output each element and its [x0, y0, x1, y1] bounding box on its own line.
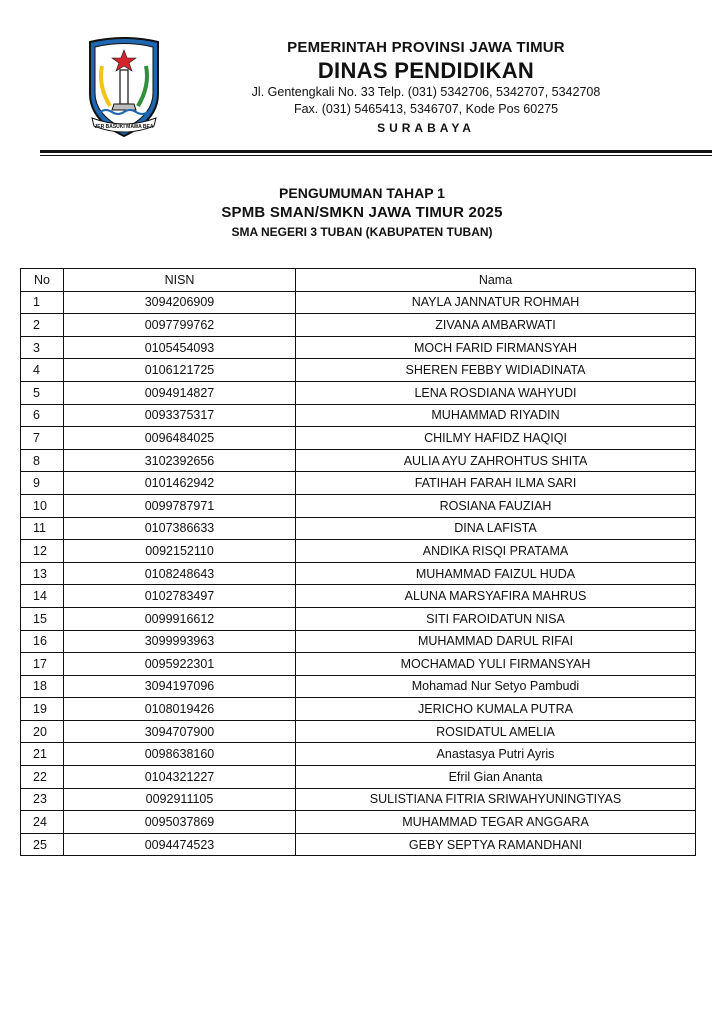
row-name: ROSIANA FAUZIAH — [296, 494, 696, 517]
row-name: GEBY SEPTYA RAMANDHANI — [296, 833, 696, 856]
row-name: Anastasya Putri Ayris — [296, 743, 696, 766]
row-name: MUHAMMAD FAIZUL HUDA — [296, 562, 696, 585]
header-no: No — [21, 269, 64, 292]
row-nisn: 0096484025 — [64, 427, 296, 450]
row-number: 9 — [21, 472, 64, 495]
city-name: SURABAYA — [377, 121, 475, 135]
row-name: MUHAMMAD DARUL RIFAI — [296, 630, 696, 653]
row-name: SHEREN FEBBY WIDIADINATA — [296, 359, 696, 382]
letterhead-divider-thin — [40, 155, 712, 156]
row-number: 15 — [21, 607, 64, 630]
row-name: Mohamad Nur Setyo Pambudi — [296, 675, 696, 698]
table-row — [21, 540, 696, 563]
row-nisn: 0104321227 — [64, 766, 296, 789]
row-nisn: 3094197096 — [64, 675, 296, 698]
student-table — [20, 268, 696, 856]
table-row — [21, 630, 696, 653]
row-name: LENA ROSDIANA WAHYUDI — [296, 381, 696, 404]
row-number: 16 — [21, 630, 64, 653]
letterhead — [176, 38, 676, 137]
row-nisn: 0108019426 — [64, 698, 296, 721]
row-number: 14 — [21, 585, 64, 608]
row-nisn: 0092152110 — [64, 540, 296, 563]
row-nisn: 0099787971 — [64, 494, 296, 517]
row-number: 25 — [21, 833, 64, 856]
row-nisn: 0106121725 — [64, 359, 296, 382]
address-line-2: Fax. (031) 5465413, 5346707, Kode Pos 60275 — [293, 102, 559, 116]
government-name: PEMERINTAH PROVINSI JAWA TIMUR — [287, 39, 565, 56]
row-nisn: 0099916612 — [64, 607, 296, 630]
table-row — [21, 788, 696, 811]
letterhead-divider-thick — [40, 150, 712, 153]
row-number: 20 — [21, 720, 64, 743]
row-nisn: 0092911105 — [64, 788, 296, 811]
table-row — [21, 449, 696, 472]
table-row — [21, 494, 696, 517]
row-nisn: 0095922301 — [64, 653, 296, 676]
table-row — [21, 833, 696, 856]
row-nisn: 0102783497 — [64, 585, 296, 608]
table-row — [21, 404, 696, 427]
row-nisn: 0093375317 — [64, 404, 296, 427]
row-number: 8 — [21, 449, 64, 472]
table-row — [21, 811, 696, 834]
row-name: MUHAMMAD TEGAR ANGGARA — [296, 811, 696, 834]
row-number: 4 — [21, 359, 64, 382]
row-name: SULISTIANA FITRIA SRIWAHYUNINGTIYAS — [296, 788, 696, 811]
row-nisn: 0101462942 — [64, 472, 296, 495]
row-number: 2 — [21, 314, 64, 337]
row-name: JERICHO KUMALA PUTRA — [296, 698, 696, 721]
row-number: 3 — [21, 336, 64, 359]
row-number: 19 — [21, 698, 64, 721]
row-number: 5 — [21, 381, 64, 404]
row-nisn: 3094206909 — [64, 291, 296, 314]
row-nisn: 0095037869 — [64, 811, 296, 834]
table-row — [21, 472, 696, 495]
row-number: 11 — [21, 517, 64, 540]
row-number: 6 — [21, 404, 64, 427]
row-number: 1 — [21, 291, 64, 314]
row-nisn: 0094914827 — [64, 381, 296, 404]
table-row — [21, 766, 696, 789]
table-row — [21, 562, 696, 585]
row-name: ROSIDATUL AMELIA — [296, 720, 696, 743]
row-name: ANDIKA RISQI PRATAMA — [296, 540, 696, 563]
row-nisn: 0098638160 — [64, 743, 296, 766]
row-number: 13 — [21, 562, 64, 585]
table-row — [21, 720, 696, 743]
row-number: 24 — [21, 811, 64, 834]
row-number: 18 — [21, 675, 64, 698]
row-nisn: 3099993963 — [64, 630, 296, 653]
row-name: ZIVANA AMBARWATI — [296, 314, 696, 337]
row-number: 17 — [21, 653, 64, 676]
row-nisn: 0108248643 — [64, 562, 296, 585]
east-java-provincial-emblem-icon — [84, 36, 164, 140]
table-row — [21, 607, 696, 630]
row-number: 23 — [21, 788, 64, 811]
row-name: CHILMY HAFIDZ HAQIQI — [296, 427, 696, 450]
row-name: NAYLA JANNATUR ROHMAH — [296, 291, 696, 314]
row-number: 21 — [21, 743, 64, 766]
table-row — [21, 359, 696, 382]
header-nisn: NISN — [64, 269, 296, 292]
announcement-title: PENGUMUMAN TAHAP 1 — [279, 185, 445, 201]
table-row — [21, 381, 696, 404]
row-name: FATIHAH FARAH ILMA SARI — [296, 472, 696, 495]
row-number: 22 — [21, 766, 64, 789]
row-nisn: 3102392656 — [64, 449, 296, 472]
row-nisn: 0097799762 — [64, 314, 296, 337]
row-name: AULIA AYU ZAHROHTUS SHITA — [296, 449, 696, 472]
row-name: ALUNA MARSYAFIRA MAHRUS — [296, 585, 696, 608]
emblem-motto: JER BASUKI MAWA BEA — [94, 124, 154, 130]
announcement-heading — [0, 184, 724, 241]
row-number: 12 — [21, 540, 64, 563]
row-name: SITI FAROIDATUN NISA — [296, 607, 696, 630]
table-header-row — [21, 269, 696, 292]
department-name: DINAS PENDIDIKAN — [317, 58, 535, 83]
row-nisn: 0105454093 — [64, 336, 296, 359]
table-row — [21, 314, 696, 337]
table-row — [21, 743, 696, 766]
school-name: SMA NEGERI 3 TUBAN (KABUPATEN TUBAN) — [231, 225, 493, 239]
header-nama: Nama — [296, 269, 696, 292]
row-number: 7 — [21, 427, 64, 450]
table-row — [21, 675, 696, 698]
row-number: 10 — [21, 494, 64, 517]
row-nisn: 0094474523 — [64, 833, 296, 856]
row-name: MOCH FARID FIRMANSYAH — [296, 336, 696, 359]
table-row — [21, 698, 696, 721]
row-nisn: 3094707900 — [64, 720, 296, 743]
row-name: Efril Gian Ananta — [296, 766, 696, 789]
table-row — [21, 585, 696, 608]
announcement-subtitle: SPMB SMAN/SMKN JAWA TIMUR 2025 — [221, 204, 503, 221]
row-name: DINA LAFISTA — [296, 517, 696, 540]
table-row — [21, 291, 696, 314]
table-body — [21, 291, 696, 856]
row-name: MUHAMMAD RIYADIN — [296, 404, 696, 427]
table-row — [21, 653, 696, 676]
row-name: MOCHAMAD YULI FIRMANSYAH — [296, 653, 696, 676]
row-nisn: 0107386633 — [64, 517, 296, 540]
address-line-1: Jl. Gentengkali No. 33 Telp. (031) 5342706, 5342707, 5342708 — [251, 85, 601, 99]
table-row — [21, 336, 696, 359]
table-row — [21, 427, 696, 450]
table-row — [21, 517, 696, 540]
